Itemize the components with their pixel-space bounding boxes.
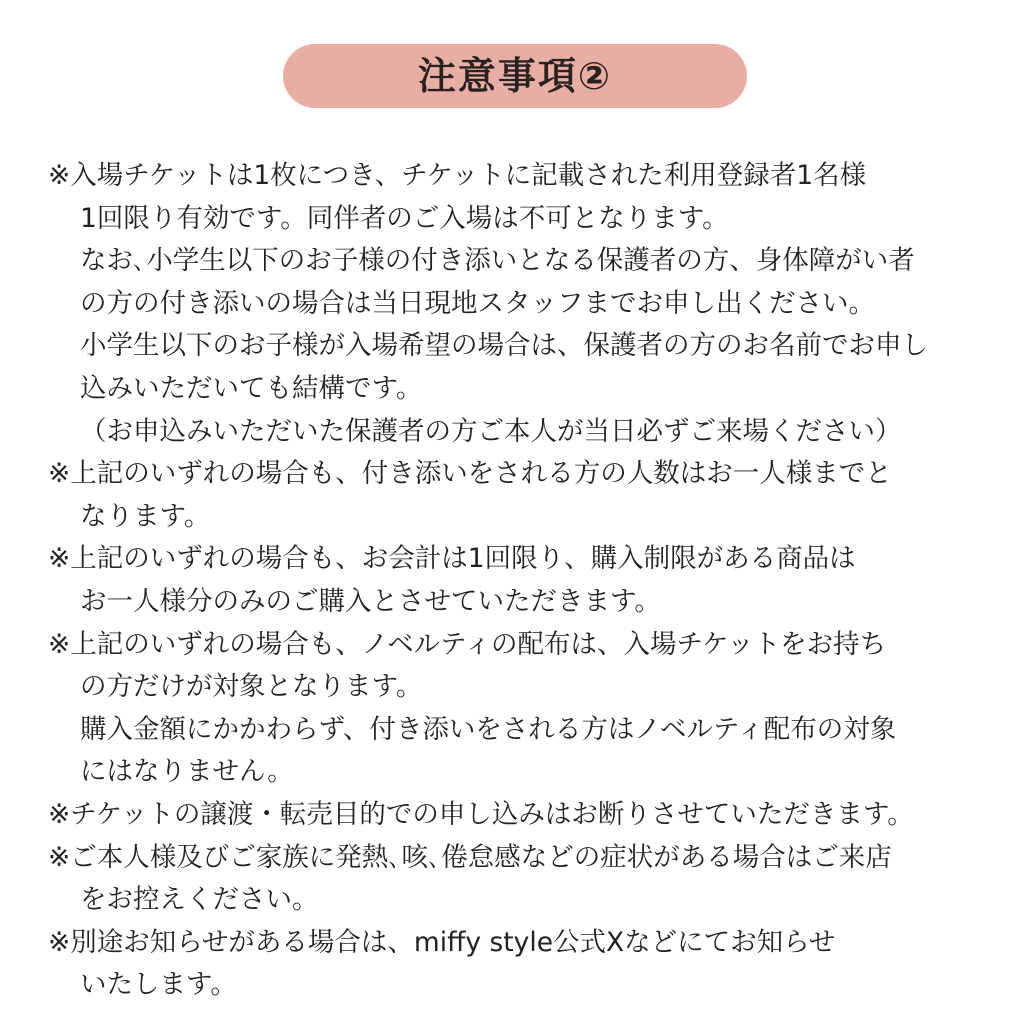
note-line: ※上記のいずれの場合も、お会計は1回限り、購入制限がある商品は xyxy=(48,543,856,575)
note-line: 込みいただいても結構です。 xyxy=(80,372,423,404)
note-line: の方の付き添いの場合は当日現地スタッフまでお申し出ください。 xyxy=(80,287,875,319)
page-title: 注意事項② xyxy=(417,54,613,98)
note-line: （お申込みいただいた保護者の方ご本人が当日必ずご来場ください） xyxy=(80,415,902,447)
note-line: ※チケットの譲渡・転売目的での申し込みはお断りさせていただきます。 xyxy=(48,798,914,830)
note-line: ※入場チケットは1枚につき、チケットに記載された利用登録者1名様 xyxy=(48,160,867,191)
note-line: なります。 xyxy=(80,500,211,532)
title-banner xyxy=(283,44,747,108)
note-line: をお控えください。 xyxy=(80,884,319,916)
note-line: 1回限り有効です。同伴者のご入場は不可となります。 xyxy=(80,202,729,234)
note-line: ※上記のいずれの場合も、ノベルティの配布は、入場チケットをお持ち xyxy=(48,628,887,660)
note-line: 購入金額にかかわらず、付き添いをされる方はノベルティ配布の対象 xyxy=(80,713,897,745)
note-line: 小学生以下のお子様が入場希望の場合は、保護者の方のお名前でお申し xyxy=(80,330,928,362)
note-line: ※上記のいずれの場合も、付き添いをされる方の人数はお一人様までと xyxy=(48,458,892,490)
note-line: いたします。 xyxy=(80,969,237,1001)
notes-list xyxy=(48,155,1018,1007)
note-line: なお､小学生以下のお子様の付き添いとなる保護者の方、身体障がい者 xyxy=(80,245,915,277)
note-line: ※別途お知らせがある場合は、miffy style公式Xなどにてお知らせ xyxy=(48,926,836,958)
note-line: にはなりません。 xyxy=(80,756,294,788)
note-line: お一人様分のみのご購入とさせていただきます。 xyxy=(80,585,661,617)
note-line: ※ご本人様及びご家族に発熱､咳､倦怠感などの症状がある場合はご来店 xyxy=(48,841,892,873)
note-line: の方だけが対象となります。 xyxy=(80,671,423,703)
